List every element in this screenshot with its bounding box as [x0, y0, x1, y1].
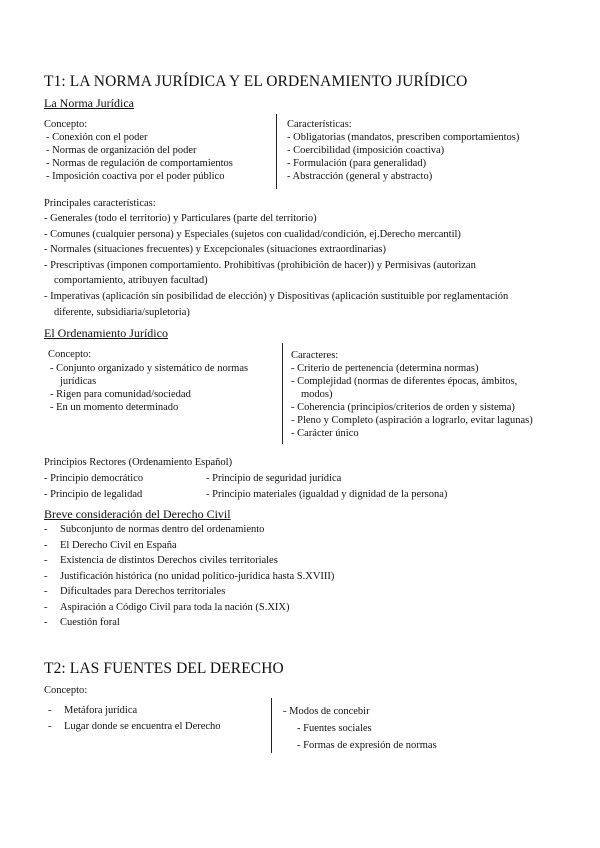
civil-list — [42, 522, 334, 631]
principios-label: Principios Rectores (Ordenamiento Español) — [44, 457, 233, 468]
list-item: - Cuestión foral — [44, 617, 120, 628]
list-item: - Conjunto organizado y sistemático de normas — [50, 363, 249, 374]
list-item: - Principio de legalidad — [44, 489, 143, 500]
norma-caracteristicas-label: Características: — [287, 119, 352, 130]
t2-right-sublist — [297, 721, 437, 754]
list-item: - Formulación (para generalidad) — [287, 158, 427, 169]
norma-concepto-list — [46, 131, 233, 183]
column-divider — [282, 343, 283, 444]
list-item: - Rigen para comunidad/sociedad — [50, 389, 191, 400]
list-item: modos) — [301, 389, 333, 400]
list-item: - Dificultades para Derechos territoriales — [44, 586, 226, 597]
list-item: jurídicas — [60, 376, 97, 387]
list-item: - Formas de expresión de normas — [297, 739, 437, 751]
list-item: - Generales (todo el territorio) y Particulares (parte del territorio) — [44, 213, 317, 224]
list-item: - Prescriptivas (imponen comportamiento. Prohibitivas (prohibición de hacer)) y Permisivas (autorizan — [44, 259, 476, 271]
list-item: - Abstracción (general y abstracto) — [287, 171, 433, 182]
ordenamiento-concepto-label: Concepto: — [48, 349, 92, 360]
t2-title: T2: LAS FUENTES DEL DERECHO — [44, 660, 284, 677]
civil-heading: Breve consideración del Derecho Civil — [44, 507, 231, 521]
list-item: - Carácter único — [291, 428, 359, 439]
list-item: - Subconjunto de normas dentro del ordenamiento — [44, 524, 265, 535]
norma-caracteristicas-list — [287, 131, 519, 183]
t1-title: T1: LA NORMA JURÍDICA Y EL ORDENAMIENTO JURÍDICO — [44, 73, 468, 90]
list-item: - Conexión con el poder — [46, 132, 148, 143]
norma-concepto-label: Concepto: — [44, 119, 88, 130]
norma-heading: La Norma Jurídica — [44, 96, 134, 110]
list-item: - Coherencia (principios/criterios de orden y sistema) — [291, 402, 515, 413]
list-item: - En un momento determinado — [50, 402, 179, 413]
list-item: - Justificación histórica (no unidad político-jurídica hasta S.XVIII) — [44, 570, 335, 582]
list-item: - Existencia de distintos Derechos civiles territoriales — [44, 555, 278, 566]
list-item: - Imposición coactiva por el poder público — [46, 171, 225, 182]
principales-list — [44, 211, 508, 320]
list-item: - Principio de seguridad jurídica — [206, 473, 342, 484]
list-item: - Pleno y Completo (aspiración a lograrlo, evitar lagunas) — [291, 415, 533, 426]
t2-right-head: - Modos de concebir — [283, 706, 370, 717]
list-item: - Obligatorias (mandatos, prescriben comportamientos) — [287, 132, 520, 143]
principios-left-list — [44, 471, 143, 503]
t2-concepto-label: Concepto: — [44, 685, 88, 696]
ordenamiento-heading: El Ordenamiento Jurídico — [44, 326, 168, 340]
principales-label: Principales características: — [44, 198, 156, 209]
principios-right-list — [206, 471, 447, 503]
list-item: - Complejidad (normas de diferentes épocas, ámbitos, — [291, 376, 518, 387]
list-item: - Comunes (cualquier persona) y Especiales (sujetos con cualidad/condición, ej.Derecho mercantil) — [44, 228, 461, 240]
ordenamiento-caracteres-list — [291, 362, 533, 440]
list-item: - Lugar donde se encuentra el Derecho — [48, 720, 221, 732]
list-item: comportamiento, atribuyen facultad) — [54, 275, 208, 287]
column-divider — [271, 698, 272, 753]
list-item: - El Derecho Civil en España — [44, 539, 177, 551]
list-item: diferente, subsidiaria/supletoria) — [54, 306, 190, 318]
list-item: - Fuentes sociales — [297, 723, 372, 734]
ordenamiento-caracteres-label: Caracteres: — [291, 350, 339, 361]
list-item: - Criterio de pertenencia (determina normas) — [291, 363, 479, 374]
list-item: - Imperativas (aplicación sin posibilidad de elección) y Dispositivas (aplicación sustituible por reglamentación — [44, 290, 509, 302]
list-item: - Metáfora jurídica — [48, 705, 138, 716]
list-item: - Normales (situaciones frecuentes) y Excepcionales (situaciones extraordinarias) — [44, 244, 386, 256]
list-item: - Principio democrático — [44, 473, 144, 484]
list-item: - Normas de regulación de comportamientos — [46, 158, 233, 169]
column-divider — [276, 114, 277, 189]
list-item: - Aspiración a Código Civil para toda la nación (S.XIX) — [44, 601, 290, 613]
ordenamiento-concepto-list — [50, 362, 248, 414]
list-item: - Coercibilidad (imposición coactiva) — [287, 145, 445, 156]
list-item: - Normas de organización del poder — [46, 145, 197, 156]
t2-left-list — [46, 703, 221, 734]
list-item: - Principio materiales (igualdad y dignidad de la persona) — [206, 489, 448, 500]
